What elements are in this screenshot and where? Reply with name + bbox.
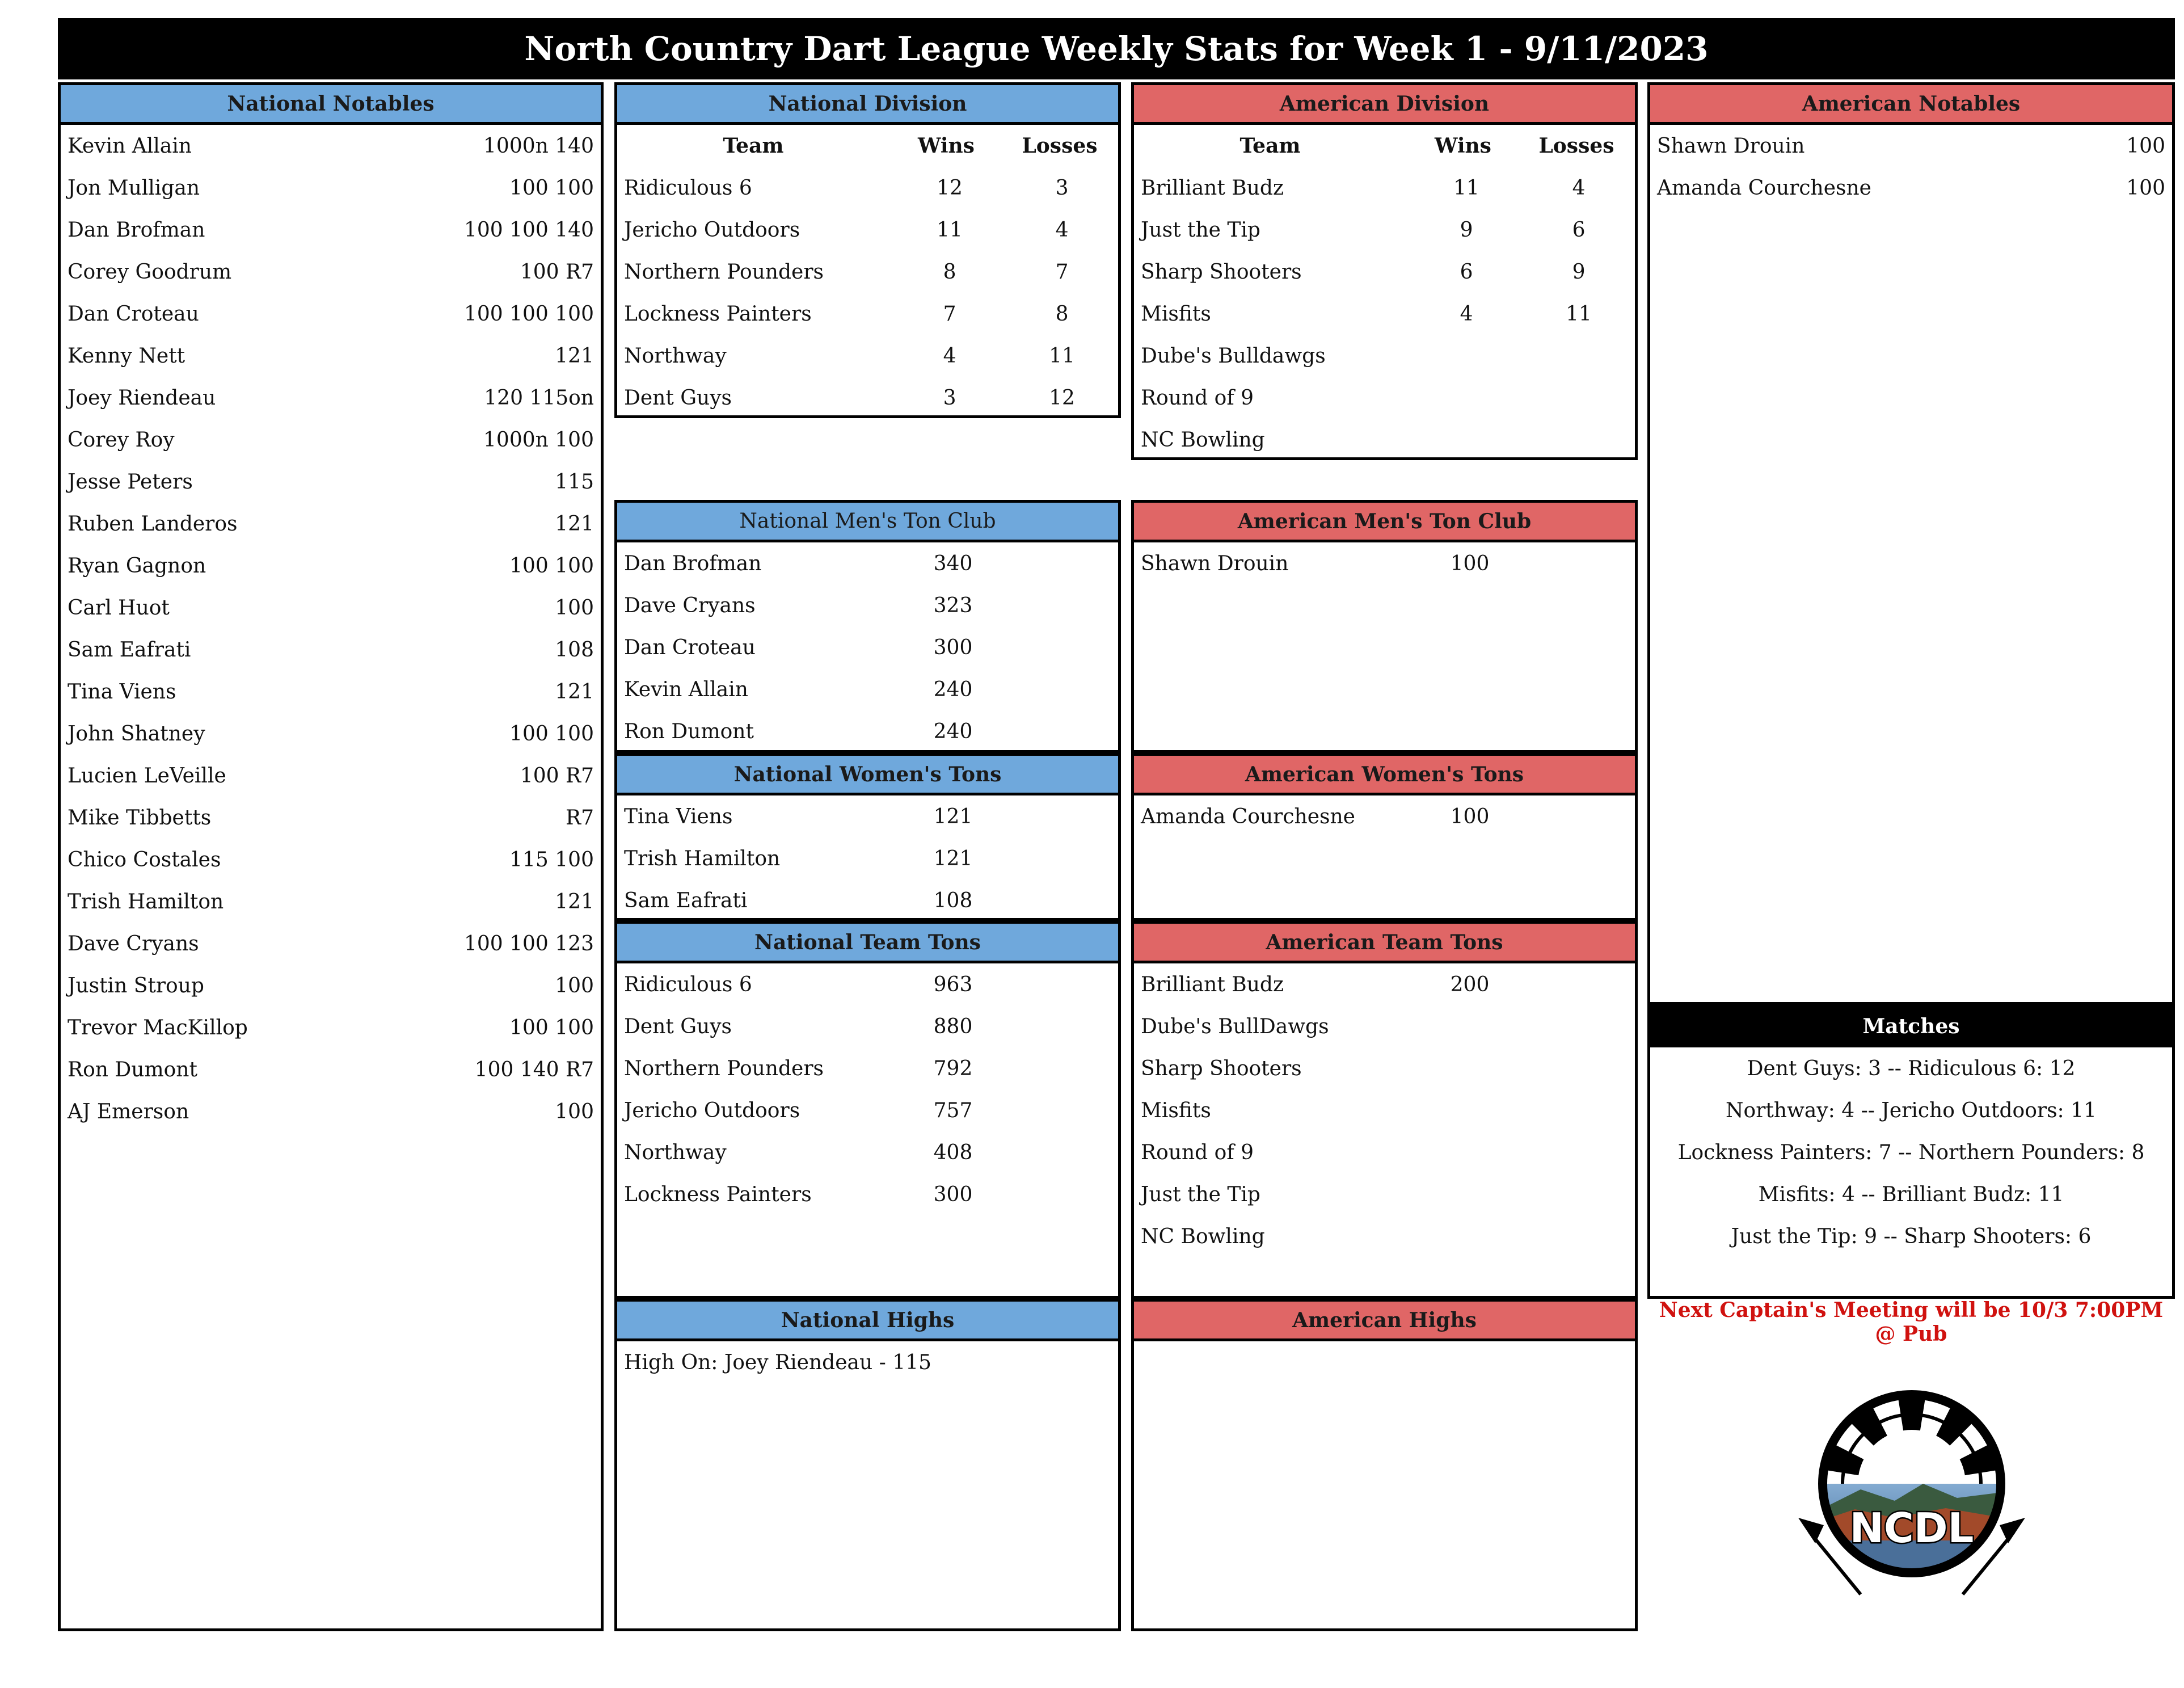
list-item: [61, 503, 601, 545]
player-name: Ryan Gagnon: [68, 554, 206, 578]
table-row: [617, 377, 1118, 419]
national-mens-ton-club-panel: [614, 500, 1121, 753]
list-item: [61, 419, 601, 461]
team-wins: 11: [937, 218, 963, 242]
list-item: [61, 1007, 601, 1049]
match-result: Dent Guys: 3 -- Ridiculous 6: 12: [1747, 1056, 2076, 1080]
entry-score: 121: [933, 805, 973, 828]
american-division-header: American Division: [1134, 85, 1635, 125]
list-item: [61, 1049, 601, 1091]
entry-name: Ridiculous 6: [624, 973, 752, 996]
team-losses: 12: [1049, 386, 1075, 410]
team-name: Ridiculous 6: [624, 176, 752, 200]
match-result: Misfits: 4 -- Brilliant Budz: 11: [1758, 1182, 2064, 1206]
column-wins: Wins: [1435, 134, 1491, 158]
player-scores: 121: [555, 890, 594, 914]
team-wins: 7: [943, 302, 956, 326]
list-item: [61, 167, 601, 209]
american-division-panel: [1131, 82, 1638, 460]
list-item: [1134, 1173, 1635, 1215]
list-item: [61, 125, 601, 167]
list-item: [617, 963, 1118, 1005]
column-losses: Losses: [1022, 134, 1098, 158]
table-row: [1134, 377, 1635, 419]
page-title: North Country Dart League Weekly Stats for Week 1 - 9/11/2023: [58, 18, 2175, 79]
team-name: Lockness Painters: [624, 302, 812, 326]
list-item: [1134, 1047, 1635, 1089]
table-row: [1134, 209, 1635, 251]
team-name: Jericho Outdoors: [624, 218, 800, 242]
list-item: [617, 879, 1118, 921]
entry-score: 108: [933, 889, 973, 912]
table-row: [1134, 335, 1635, 377]
list-item: [617, 1173, 1118, 1215]
national-team-tons-panel: [614, 921, 1121, 1299]
column-losses: Losses: [1538, 134, 1614, 158]
team-wins: 8: [943, 260, 956, 284]
list-item: [617, 584, 1118, 626]
player-scores: 115 100: [509, 848, 594, 872]
list-item: [617, 1005, 1118, 1047]
entry-name: Jericho Outdoors: [624, 1098, 800, 1122]
player-name: Kenny Nett: [68, 344, 185, 368]
player-name: John Shatney: [68, 722, 205, 746]
american-division-column-headers: [1134, 125, 1635, 167]
player-name: Sam Eafrati: [68, 638, 191, 662]
player-scores: 100: [555, 596, 594, 620]
list-item: [61, 1091, 601, 1133]
entry-name: Dube's BullDawgs: [1141, 1015, 1329, 1038]
entry-score: 240: [933, 719, 973, 743]
team-wins: 3: [943, 386, 956, 410]
national-notables-header: National Notables: [61, 85, 601, 125]
player-scores: 100: [555, 974, 594, 997]
list-item: [61, 755, 601, 797]
list-item: [61, 965, 601, 1007]
player-scores: 121: [555, 680, 594, 704]
entry-score: 323: [933, 593, 973, 617]
team-name: Round of 9: [1141, 386, 1254, 410]
entry-score: 880: [933, 1015, 973, 1038]
player-name: Tina Viens: [68, 680, 176, 704]
entry-score: 300: [933, 635, 973, 659]
table-row: [1134, 251, 1635, 293]
national-highs-header: National Highs: [617, 1302, 1118, 1341]
team-wins: 9: [1460, 218, 1473, 242]
table-row: [1134, 293, 1635, 335]
team-losses: 7: [1055, 260, 1069, 284]
player-name: Dave Cryans: [68, 932, 199, 955]
list-item: [617, 795, 1118, 837]
list-item: [61, 587, 601, 629]
player-scores: 100 100: [509, 1016, 594, 1039]
player-scores: 100 100: [509, 554, 594, 578]
player-name: Joey Riendeau: [68, 386, 216, 410]
player-name: Trevor MacKillop: [68, 1016, 248, 1039]
table-row: [617, 335, 1118, 377]
list-item: [617, 542, 1118, 584]
list-item: [61, 713, 601, 755]
player-name: Trish Hamilton: [68, 890, 224, 914]
american-notables-header: American Notables: [1650, 85, 2172, 125]
entry-score: 340: [933, 552, 973, 575]
team-losses: 11: [1566, 302, 1592, 326]
list-item: [61, 251, 601, 293]
player-scores: 100 100 100: [463, 302, 594, 326]
team-name: Dube's Bulldawgs: [1141, 344, 1326, 368]
team-name: Northern Pounders: [624, 260, 824, 284]
player-name: Carl Huot: [68, 596, 170, 620]
american-highs-panel: [1131, 1299, 1638, 1631]
list-item: [61, 461, 601, 503]
entry-name: Tina Viens: [624, 805, 733, 828]
team-wins: 6: [1460, 260, 1473, 284]
national-highs-panel: [614, 1299, 1121, 1631]
player-scores: 1000n 100: [483, 428, 594, 452]
player-scores: 100 140 R7: [474, 1058, 594, 1081]
table-row: [1134, 167, 1635, 209]
american-team-tons-header: American Team Tons: [1134, 924, 1635, 963]
player-name: Amanda Courchesne: [1657, 176, 1871, 200]
national-division-column-headers: [617, 125, 1118, 167]
team-name: NC Bowling: [1141, 428, 1265, 452]
entry-name: Dan Croteau: [624, 635, 756, 659]
player-scores: 121: [555, 512, 594, 536]
team-name: Just the Tip: [1141, 218, 1260, 242]
team-name: Northway: [624, 344, 727, 368]
entry-name: Brilliant Budz: [1141, 973, 1284, 996]
table-row: [617, 251, 1118, 293]
player-name: Shawn Drouin: [1657, 134, 1805, 158]
team-losses: 9: [1572, 260, 1586, 284]
team-name: Misfits: [1141, 302, 1211, 326]
table-row: [617, 293, 1118, 335]
dartboard-logo-icon: [1776, 1362, 2048, 1628]
team-losses: 6: [1572, 218, 1586, 242]
entry-name: Amanda Courchesne: [1141, 805, 1355, 828]
entry-score: 240: [933, 677, 973, 701]
entry-name: Dent Guys: [624, 1015, 732, 1038]
national-womens-tons-panel: [614, 753, 1121, 921]
american-highs-header: American Highs: [1134, 1302, 1635, 1341]
list-item: [61, 839, 601, 881]
american-womens-tons-panel: [1131, 753, 1638, 921]
player-scores: 100: [2126, 176, 2165, 200]
player-scores: 100 R7: [520, 764, 594, 788]
list-item: [61, 629, 601, 671]
list-item: [1650, 167, 2172, 209]
list-item: [617, 1131, 1118, 1173]
entry-score: 300: [933, 1182, 973, 1206]
team-losses: 3: [1055, 176, 1069, 200]
matches-panel: [1647, 1005, 2175, 1299]
national-division-header: National Division: [617, 85, 1118, 125]
list-item: [1134, 963, 1635, 1005]
match-result: Northway: 4 -- Jericho Outdoors: 11: [1726, 1098, 2097, 1122]
player-scores: 100: [555, 1100, 594, 1123]
team-losses: 8: [1055, 302, 1069, 326]
entry-score: 757: [933, 1098, 973, 1122]
team-name: Brilliant Budz: [1141, 176, 1284, 200]
player-scores: 115: [555, 470, 594, 494]
national-division-panel: [614, 82, 1121, 418]
list-item: [1134, 1131, 1635, 1173]
entry-score: 121: [933, 847, 973, 870]
entry-name: Lockness Painters: [624, 1182, 812, 1206]
player-scores: 100: [2126, 134, 2165, 158]
team-name: Sharp Shooters: [1141, 260, 1302, 284]
table-row: [617, 209, 1118, 251]
entry-name: Sharp Shooters: [1141, 1056, 1302, 1080]
entry-name: Northern Pounders: [624, 1056, 824, 1080]
team-losses: 11: [1049, 344, 1075, 368]
list-item: [1134, 795, 1635, 837]
list-item: [617, 1047, 1118, 1089]
list-item: [61, 797, 601, 839]
table-row: [1134, 419, 1635, 461]
list-item: [61, 671, 601, 713]
player-name: Chico Costales: [68, 848, 221, 872]
player-name: AJ Emerson: [68, 1100, 189, 1123]
team-losses: 4: [1055, 218, 1069, 242]
entry-name: Just the Tip: [1141, 1182, 1260, 1206]
american-womens-tons-header: American Women's Tons: [1134, 756, 1635, 795]
player-name: Ron Dumont: [68, 1058, 197, 1081]
entry-name: Misfits: [1141, 1098, 1211, 1122]
list-item: [1134, 1089, 1635, 1131]
player-scores: 100 100: [509, 722, 594, 746]
player-scores: 100 100 140: [463, 218, 594, 242]
list-item: [1134, 542, 1635, 584]
entry-name: Ron Dumont: [624, 719, 754, 743]
list-item: [1650, 125, 2172, 167]
list-item: [61, 209, 601, 251]
player-scores: 1000n 140: [483, 134, 594, 158]
table-row: [617, 167, 1118, 209]
entry-name: Sam Eafrati: [624, 889, 748, 912]
high-entry: High On: Joey Riendeau - 115: [624, 1350, 931, 1374]
entry-name: Northway: [624, 1140, 727, 1164]
team-wins: 11: [1453, 176, 1479, 200]
column-team: Team: [1239, 134, 1301, 158]
player-scores: 108: [555, 638, 594, 662]
list-item: [617, 1089, 1118, 1131]
list-item: [617, 710, 1118, 752]
team-wins: 4: [1460, 302, 1473, 326]
list-item: [61, 545, 601, 587]
american-team-tons-panel: [1131, 921, 1638, 1299]
list-item: [61, 335, 601, 377]
team-name: Dent Guys: [624, 386, 732, 410]
list-item: [1134, 1215, 1635, 1257]
column-team: Team: [723, 134, 784, 158]
list-item: [1134, 1005, 1635, 1047]
player-name: Mike Tibbetts: [68, 806, 212, 830]
entry-name: Dan Brofman: [624, 552, 762, 575]
entry-name: Trish Hamilton: [624, 847, 781, 870]
player-name: Corey Goodrum: [68, 260, 232, 284]
national-notables-panel: [58, 82, 604, 1631]
national-womens-tons-header: National Women's Tons: [617, 756, 1118, 795]
team-losses: 4: [1572, 176, 1586, 200]
american-mens-ton-club-header: American Men's Ton Club: [1134, 503, 1635, 542]
list-item: [61, 923, 601, 965]
player-scores: 100 R7: [520, 260, 594, 284]
team-wins: 12: [937, 176, 963, 200]
player-name: Ruben Landeros: [68, 512, 238, 536]
player-scores: 100 100 123: [463, 932, 594, 955]
entry-name: Shawn Drouin: [1141, 552, 1289, 575]
player-name: Kevin Allain: [68, 134, 192, 158]
player-scores: 121: [555, 344, 594, 368]
entry-score: 963: [933, 973, 973, 996]
entry-name: NC Bowling: [1141, 1224, 1265, 1248]
list-item: [617, 668, 1118, 710]
match-result: Lockness Painters: 7 -- Northern Pounders: 8: [1677, 1140, 2145, 1164]
national-mens-ton-club-header: National Men's Ton Club: [617, 503, 1118, 542]
player-name: Dan Brofman: [68, 218, 205, 242]
player-scores: R7: [565, 806, 594, 830]
entry-score: 200: [1450, 973, 1490, 996]
player-name: Lucien LeVeille: [68, 764, 226, 788]
national-team-tons-header: National Team Tons: [617, 924, 1118, 963]
player-name: Corey Roy: [68, 428, 175, 452]
list-item: [617, 626, 1118, 668]
player-scores: 100 100: [509, 176, 594, 200]
entry-score: 792: [933, 1056, 973, 1080]
player-name: Jesse Peters: [68, 470, 193, 494]
list-item: [61, 293, 601, 335]
entry-score: 100: [1450, 805, 1490, 828]
player-name: Jon Mulligan: [68, 176, 200, 200]
list-item: [61, 377, 601, 419]
american-mens-ton-club-panel: [1131, 500, 1638, 753]
list-item: [61, 881, 601, 923]
player-name: Justin Stroup: [68, 974, 204, 997]
column-wins: Wins: [918, 134, 975, 158]
match-result: Just the Tip: 9 -- Sharp Shooters: 6: [1731, 1224, 2092, 1248]
entry-score: 100: [1450, 552, 1490, 575]
entry-score: 408: [933, 1140, 973, 1164]
player-name: Dan Croteau: [68, 302, 199, 326]
player-scores: 120 115on: [484, 386, 594, 410]
american-notables-panel: [1647, 82, 2175, 1005]
meeting-note: Next Captain's Meeting will be 10/3 7:00PM @ Pub: [1659, 1298, 2164, 1346]
matches-header: Matches: [1650, 1008, 2172, 1047]
entry-name: Kevin Allain: [624, 677, 748, 701]
entry-name: Round of 9: [1141, 1140, 1254, 1164]
entry-name: Dave Cryans: [624, 593, 756, 617]
list-item: [617, 837, 1118, 879]
team-wins: 4: [943, 344, 956, 368]
logo-text: NCDL: [1849, 1504, 1974, 1552]
